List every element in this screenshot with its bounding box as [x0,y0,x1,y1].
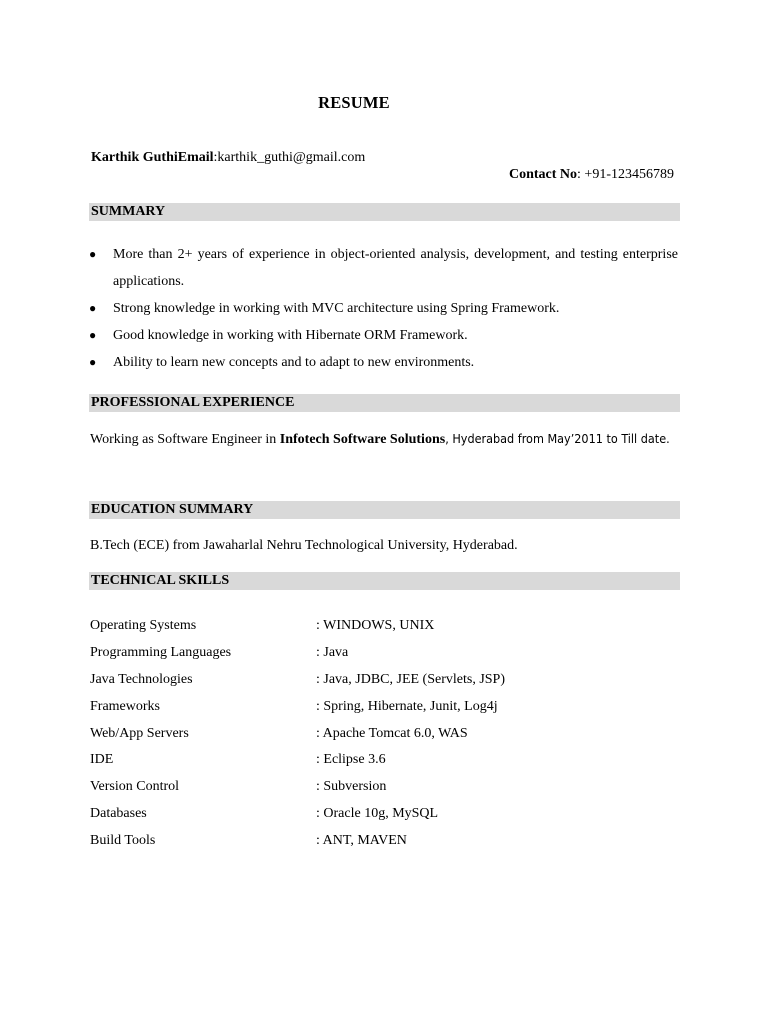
skill-value: : ANT, MAVEN [316,833,407,849]
skill-value: : Java, JDBC, JEE (Servlets, JSP) [316,671,505,687]
skill-label: Java Technologies [90,671,193,687]
company-name: Infotech Software Solutions [279,432,446,447]
skill-label: Programming Languages [90,644,232,660]
list-item [89,322,678,349]
summary-section-header [89,203,680,221]
skill-value: : Eclipse 3.6 [316,752,386,768]
experience-text-after: , Hyderabad from May’2011 to Till date. [445,431,670,446]
skill-value: : WINDOWS, UNIX [316,618,435,633]
table-row [90,642,590,669]
skill-label: Web/App Servers [90,725,189,741]
contact-value: : +91-123456789 [577,167,674,182]
experience-text-before: Working as Software Engineer in [90,432,280,447]
skill-value: : Apache Tomcat 6.0, WAS [316,725,468,741]
summary-bullet-text: Ability to learn new concepts and to adapt to new environments. [113,355,475,370]
summary-bullet-text: Good knowledge in working with Hibernate ORM Framework. [113,328,468,343]
table-row [90,696,590,723]
list-item [89,241,678,295]
skill-value: : Oracle 10g, MySQL [316,806,439,822]
table-row [90,669,590,696]
skill-label: IDE [90,752,114,768]
education-paragraph: B.Tech (ECE) from Jawaharlal Nehru Technological University, Hyderabad. [90,538,518,553]
education-section-header [89,501,680,519]
summary-bullet-list [89,241,678,376]
contact-label: Contact No [509,167,578,182]
bullet-icon: ● [89,328,97,342]
table-row [90,723,590,750]
skill-label: Build Tools [90,833,156,849]
summary-bullet-text: More than 2+ years of experience in object-oriented analysis, development, and testing enterprise applications. [113,247,678,289]
summary-bullet-text: Strong knowledge in working with MVC architecture using Spring Framework. [113,301,560,316]
candidate-name: Karthik Guthi [91,150,178,165]
list-item [89,295,678,322]
skill-label: Version Control [90,779,180,795]
skill-label: Frameworks [90,698,160,714]
skill-value: : Spring, Hibernate, Junit, Log4j [316,698,498,714]
summary-heading: SUMMARY [91,204,166,219]
document-title: RESUME [318,93,390,112]
bullet-icon: ● [89,355,97,369]
table-row [90,615,590,642]
skills-heading: TECHNICAL SKILLS [91,573,230,588]
table-row [90,776,590,803]
table-row [90,830,590,857]
table-row [90,749,590,776]
email-value: :karthik_guthi@gmail.com [213,150,366,165]
list-item [89,349,678,376]
bullet-icon: ● [89,301,97,315]
skill-value: : Subversion [316,779,387,795]
name-email-line [91,150,365,166]
bullet-icon: ● [89,247,97,261]
skill-label: Operating Systems [90,618,197,633]
experience-heading: PROFESSIONAL EXPERIENCE [91,395,295,410]
skill-label: Databases [90,806,147,822]
experience-paragraph [90,426,677,453]
skills-section-header [89,572,680,590]
contact-number-line [509,167,674,183]
skills-table [90,615,590,857]
table-row [90,803,590,830]
experience-section-header [89,394,680,412]
skill-value: : Java [316,644,349,660]
education-heading: EDUCATION SUMMARY [91,502,254,517]
email-label: Email [177,150,214,165]
